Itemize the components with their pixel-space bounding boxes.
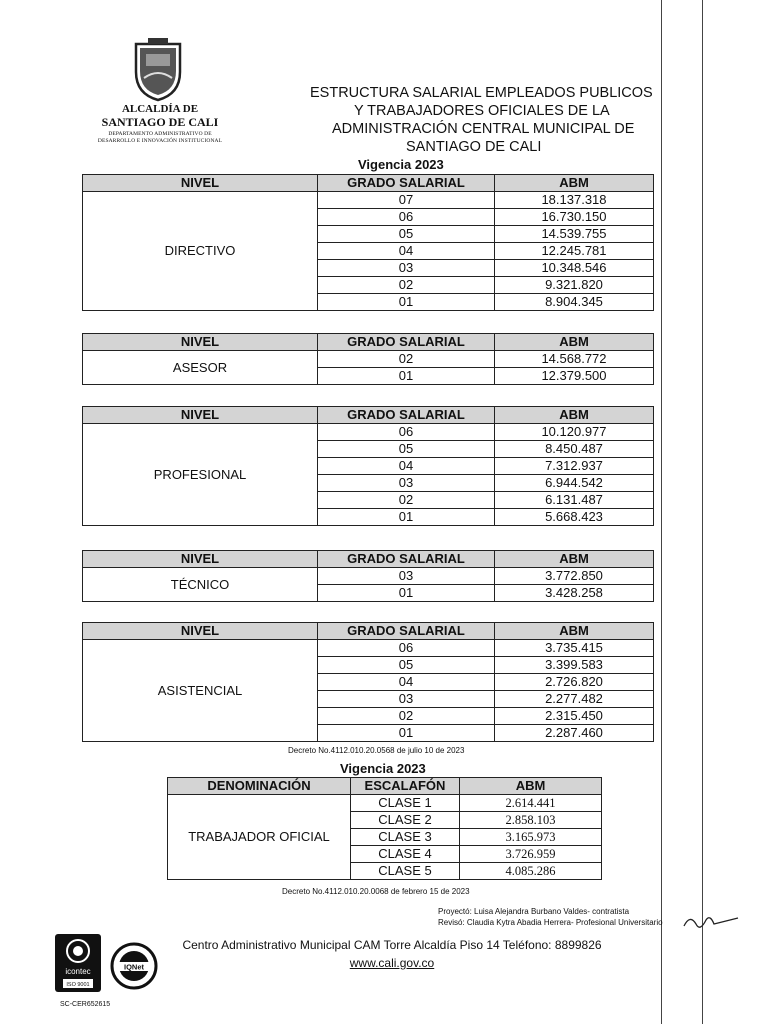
table-row — [83, 640, 654, 657]
grado-cell: 02 — [318, 708, 495, 725]
abm-cell: 16.730.150 — [495, 209, 654, 226]
header-abm: ABM — [495, 551, 654, 568]
grado-cell: 05 — [318, 657, 495, 674]
grado-cell: 07 — [318, 192, 495, 209]
grado-cell: 05 — [318, 226, 495, 243]
vigencia-label: Vigencia 2023 — [358, 157, 444, 172]
grado-cell: 03 — [318, 260, 495, 277]
salary-table-tecnico — [82, 550, 654, 602]
abm-cell: 2.287.460 — [495, 725, 654, 742]
grado-cell: 06 — [318, 640, 495, 657]
nivel-cell: DIRECTIVO — [83, 192, 318, 311]
escalafon-cell: CLASE 5 — [351, 863, 460, 880]
header-denominacion: DENOMINACIÓN — [168, 778, 351, 795]
abm-cell: 12.379.500 — [495, 368, 654, 385]
table-row — [83, 192, 654, 209]
decree-note: Decreto No.4112.010.20.0068 de febrero 15 de 2023 — [282, 887, 470, 896]
nivel-cell: ASISTENCIAL — [83, 640, 318, 742]
table-header-row — [168, 778, 602, 795]
footer — [172, 936, 612, 972]
grado-cell: 01 — [318, 294, 495, 311]
abm-cell: 3.772.850 — [495, 568, 654, 585]
abm-cell: 5.668.423 — [495, 509, 654, 526]
grado-cell: 02 — [318, 277, 495, 294]
table-header-row — [83, 334, 654, 351]
entity-name-line2: SANTIAGO DE CALI — [101, 115, 219, 129]
grado-cell: 03 — [318, 691, 495, 708]
grado-cell: 01 — [318, 585, 495, 602]
abm-cell: 8.450.487 — [495, 441, 654, 458]
abm-cell: 3.726.959 — [460, 846, 602, 863]
signature-icon — [682, 912, 742, 934]
abm-cell: 14.568.772 — [495, 351, 654, 368]
icontec-logo-icon — [55, 934, 101, 992]
abm-cell: 2.614.441 — [460, 795, 602, 812]
grado-cell: 01 — [318, 725, 495, 742]
footer-address: Centro Administrativo Municipal CAM Torre Alcaldía Piso 14 Teléfono: 8899826 — [182, 938, 602, 952]
page-edge-line — [702, 0, 703, 1024]
title-line: SANTIAGO DE CALI — [406, 139, 542, 155]
header-abm: ABM — [495, 334, 654, 351]
title-line: ESTRUCTURA SALARIAL EMPLEADOS PUBLICOS — [310, 85, 653, 101]
credits-reviso: Revisó: Claudia Kytra Abadia Herrera- Profesional Universitario — [438, 918, 663, 927]
salary-table-asesor — [82, 333, 654, 385]
header-abm: ABM — [495, 623, 654, 640]
credits-proyecto: Proyectó: Luisa Alejandra Burbano Valdes- contratista — [438, 907, 630, 916]
grado-cell: 03 — [318, 568, 495, 585]
table-header-row — [83, 407, 654, 424]
abm-cell: 6.131.487 — [495, 492, 654, 509]
grado-cell: 01 — [318, 368, 495, 385]
nivel-cell: PROFESIONAL — [83, 424, 318, 526]
abm-cell: 10.348.546 — [495, 260, 654, 277]
abm-cell: 2.315.450 — [495, 708, 654, 725]
abm-cell: 4.085.286 — [460, 863, 602, 880]
iso-label: ISO 9001 — [66, 982, 90, 988]
abm-cell: 3.428.258 — [495, 585, 654, 602]
department-line2: DESARROLLO E INNOVACIÓN INSTITUCIONAL — [97, 138, 223, 144]
nivel-cell: ASESOR — [83, 351, 318, 385]
grado-cell: 04 — [318, 674, 495, 691]
nivel-cell: TÉCNICO — [83, 568, 318, 602]
abm-cell: 8.904.345 — [495, 294, 654, 311]
abm-cell: 10.120.977 — [495, 424, 654, 441]
header-abm: ABM — [460, 778, 602, 795]
header-grado: GRADO SALARIAL — [318, 175, 495, 192]
grado-cell: 03 — [318, 475, 495, 492]
abm-cell: 6.944.542 — [495, 475, 654, 492]
header-abm: ABM — [495, 407, 654, 424]
abm-cell: 3.735.415 — [495, 640, 654, 657]
coat-of-arms-icon — [128, 38, 188, 102]
escalafon-cell: CLASE 2 — [351, 812, 460, 829]
department-line1: DEPARTAMENTO ADMINISTRATIVO DE — [108, 131, 212, 137]
iqnet-label: IQNet — [123, 962, 145, 972]
header-nivel: NIVEL — [83, 407, 318, 424]
abm-cell: 2.277.482 — [495, 691, 654, 708]
certificate-code: SC-CER652615 — [60, 1001, 111, 1008]
grado-cell: 02 — [318, 492, 495, 509]
salary-table-asistencial — [82, 622, 654, 742]
entity-block — [90, 103, 230, 145]
escalafon-cell: CLASE 3 — [351, 829, 460, 846]
table-header-row — [83, 551, 654, 568]
escalafon-cell: CLASE 1 — [351, 795, 460, 812]
table-header-row — [83, 623, 654, 640]
grado-cell: 06 — [318, 209, 495, 226]
entity-name-line1: ALCALDÍA DE — [121, 103, 199, 115]
table-row — [83, 424, 654, 441]
title-line: ADMINISTRACIÓN CENTRAL MUNICIPAL DE — [332, 121, 635, 137]
grado-cell: 06 — [318, 424, 495, 441]
grado-cell: 05 — [318, 441, 495, 458]
vigencia-label: Vigencia 2023 — [340, 761, 426, 776]
table-row — [168, 795, 602, 812]
title-line: Y TRABAJADORES OFICIALES DE LA — [354, 103, 610, 119]
header-grado: GRADO SALARIAL — [318, 407, 495, 424]
header-nivel: NIVEL — [83, 334, 318, 351]
grado-cell: 04 — [318, 243, 495, 260]
abm-cell: 18.137.318 — [495, 192, 654, 209]
abm-cell: 3.399.583 — [495, 657, 654, 674]
salary-table-directivo — [82, 174, 654, 311]
abm-cell: 2.726.820 — [495, 674, 654, 691]
salary-table-trabajador-oficial — [167, 777, 602, 880]
credits-block — [438, 906, 663, 928]
header-grado: GRADO SALARIAL — [318, 334, 495, 351]
grado-cell: 02 — [318, 351, 495, 368]
table-row — [83, 351, 654, 368]
header-nivel: NIVEL — [83, 623, 318, 640]
denominacion-cell: TRABAJADOR OFICIAL — [168, 795, 351, 880]
abm-cell: 7.312.937 — [495, 458, 654, 475]
abm-cell: 3.165.973 — [460, 829, 602, 846]
header-grado: GRADO SALARIAL — [318, 623, 495, 640]
abm-cell: 9.321.820 — [495, 277, 654, 294]
decree-note: Decreto No.4112.010.20.0568 de julio 10 de 2023 — [288, 746, 465, 755]
footer-url-link[interactable]: www.cali.gov.co — [349, 956, 435, 970]
header-escalafon: ESCALAFÓN — [351, 778, 460, 795]
page-edge-line — [661, 0, 662, 1024]
document-title — [290, 84, 660, 156]
abm-cell: 2.858.103 — [460, 812, 602, 829]
table-row — [83, 568, 654, 585]
grado-cell: 01 — [318, 509, 495, 526]
table-header-row — [83, 175, 654, 192]
abm-cell: 12.245.781 — [495, 243, 654, 260]
header-nivel: NIVEL — [83, 175, 318, 192]
escalafon-cell: CLASE 4 — [351, 846, 460, 863]
icontec-label: icontec — [65, 967, 91, 976]
header-abm: ABM — [495, 175, 654, 192]
abm-cell: 14.539.755 — [495, 226, 654, 243]
header-nivel: NIVEL — [83, 551, 318, 568]
iqnet-logo-icon — [110, 942, 158, 990]
header-grado: GRADO SALARIAL — [318, 551, 495, 568]
grado-cell: 04 — [318, 458, 495, 475]
salary-table-profesional — [82, 406, 654, 526]
